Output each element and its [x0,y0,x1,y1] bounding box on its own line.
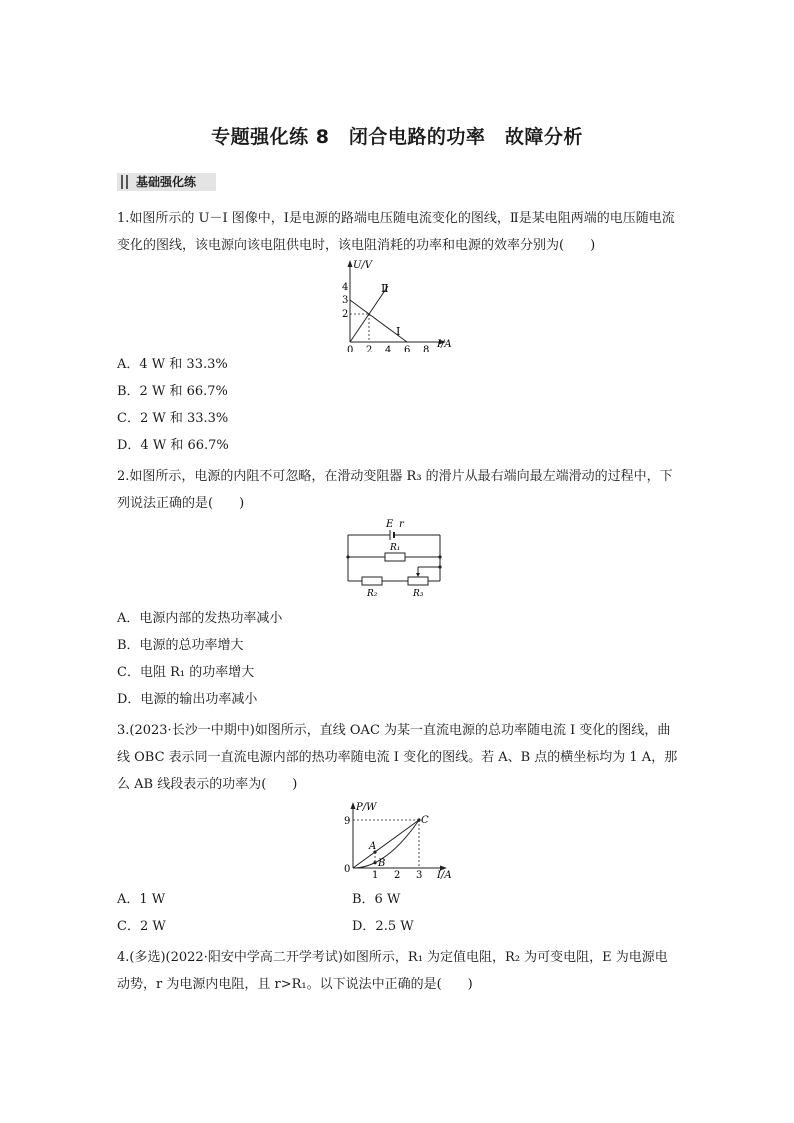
question-1-ui-graph [330,256,460,352]
y-tick: 2 [342,309,349,320]
y-axis-label: P/W [356,802,377,813]
tag-bar-decoration [126,175,128,189]
r1-label: R₁ [390,543,401,553]
question-4-stem: 4.(多选)(2022·阳安中学高二开学考试)如图所示，R₁ 为定值电阻，R₂ 为可变电阻，E 为电源电动势，r 为电源内电阻，且 r>R₁。以下说法中正确的是( ) [117,950,668,992]
question-3-pi-graph [335,800,455,882]
x-tick: 8 [423,345,430,352]
x-tick: 3 [416,870,423,881]
emf-label: E [386,519,394,530]
question-2-stem: 2.如图所示，电源的内阻不可忽略，在滑动变阻器 R₃ 的滑片从最右端向最左端滑动的过程中，下列说法正确的是( ) [117,469,673,511]
line-ii-label: Ⅱ [381,282,389,295]
y-axis-label: U/V [353,260,373,271]
point-a-label: A [369,841,377,852]
y-tick: 9 [344,816,351,827]
question-1-stem: 1.如图所示的 U－I 图像中，Ⅰ是电源的路端电压随电流变化的图线，Ⅱ是某电阻两端的电压随电流变化的图线，该电源向该电阻供电时，该电阻消耗的功率和电源的效率分别为( ) [117,211,675,253]
x-tick: 2 [394,870,401,881]
q2-option-d: D．电源的输出功率减小 [117,692,258,707]
x-tick-origin: 0 [344,864,351,875]
question-2-circuit-diagram [340,517,450,602]
point-b-label: B [378,858,386,869]
q2-option-a: A．电源内部的发热功率减小 [117,611,283,626]
q3-option-a: A．1 W [117,892,166,907]
x-tick: 0 [347,345,354,352]
x-tick: 6 [404,345,411,352]
q3-option-c: C．2 W [117,919,166,934]
tag-bar-decoration [121,175,123,189]
q1-option-a: A．4 W 和 33.3% [117,357,228,372]
y-tick: 3 [342,295,349,306]
q3-option-d: D．2.5 W [352,919,414,934]
r2-label: R₂ [367,589,378,599]
x-tick: 1 [372,870,379,881]
question-3-stem: 3.(2023·长沙一中期中)如图所示，直线 OAC 为某一直流电源的总功率随电流 I 变化的图线，曲线 OBC 表示同一直流电源内部的热功率随电流 I 变化的图线。若 A、B 点的横坐标均为 1 A，那么 AB 线段表示的功率为( ) [117,723,678,792]
x-tick: 2 [366,345,373,352]
line-i-label: Ⅰ [396,325,401,338]
point-c-label: C [421,815,429,826]
section-label: 基础强化练 [136,175,197,189]
r3-label: R₃ [413,589,424,599]
q1-option-c: C．2 W 和 33.3% [117,411,229,426]
q3-option-b: B．6 W [352,892,401,907]
y-tick: 4 [342,282,349,293]
x-axis-label: I/A [437,339,452,350]
q1-option-d: D．4 W 和 66.7% [117,438,229,453]
q2-option-c: C．电阻 R₁ 的功率增大 [117,665,255,680]
q2-option-b: B．电源的总功率增大 [117,638,244,653]
q1-option-b: B．2 W 和 66.7% [117,384,228,399]
x-tick: 4 [385,345,392,352]
x-axis-label: I/A [437,870,452,881]
page-title: 专题强化练 8 闭合电路的功率 故障分析 [211,126,583,148]
internal-resistance-label: r [399,519,404,530]
section-tag [117,173,216,191]
